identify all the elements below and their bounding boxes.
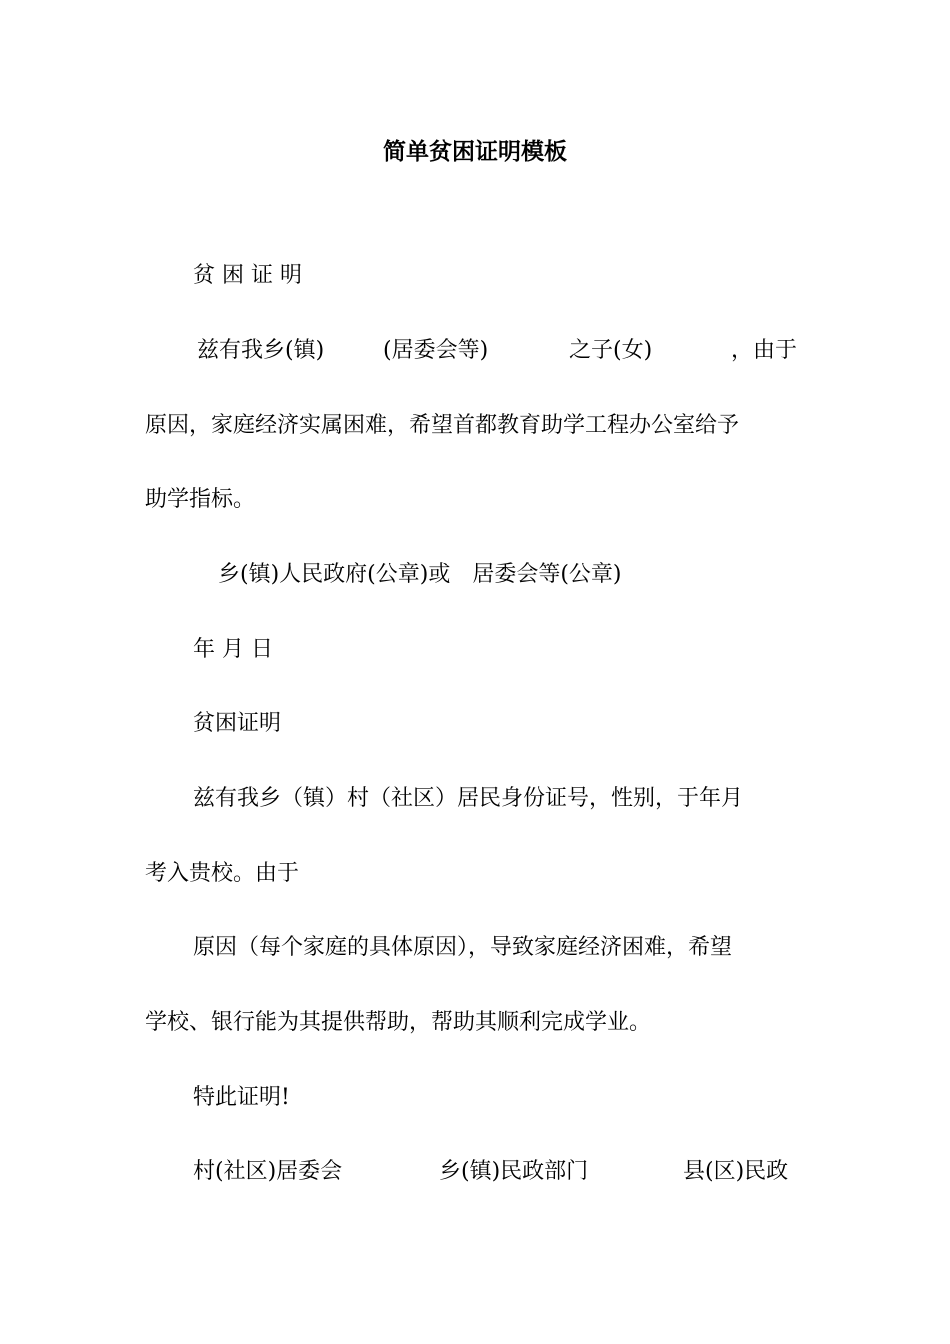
section2-closing: 特此证明!	[193, 1085, 290, 1110]
village-field-label: 兹有我乡(镇)	[197, 338, 325, 363]
county-civil-affairs-signature: 县(区)民政	[683, 1159, 789, 1184]
section1-paragraph1-line2: 原因，家庭经济实属困难，希望首都教育助学工程办公室给予	[145, 413, 740, 438]
committee-field-label: (居委会等)	[383, 338, 489, 363]
township-civil-affairs-signature: 乡(镇)民政部门	[439, 1159, 589, 1184]
section2-heading: 贫困证明	[193, 711, 282, 736]
village-committee-signature: 村(社区)居委会	[193, 1159, 343, 1184]
section1-date-line: 年 月 日	[193, 637, 273, 662]
section1-paragraph1-line3: 助学指标。	[145, 487, 256, 512]
section2-paragraph1-line1: 兹有我乡（镇）村（社区）居民身份证号，性别，于年月	[193, 786, 744, 811]
reason-lead-text: ，由于	[731, 338, 798, 363]
section1-heading: 贫 困 证 明	[193, 263, 302, 288]
section2-paragraph1-line2: 考入贵校。由于	[145, 861, 300, 886]
section2-paragraph2-line1: 原因（每个家庭的具体原因），导致家庭经济困难，希望	[193, 935, 733, 960]
document-title: 简单贫困证明模板	[383, 138, 567, 165]
child-field-label: 之子(女)	[569, 338, 653, 363]
section1-seal-line: 乡(镇)人民政府(公章)或 居委会等(公章)	[218, 562, 622, 587]
section2-paragraph2-line2: 学校、银行能为其提供帮助，帮助其顺利完成学业。	[145, 1010, 652, 1035]
